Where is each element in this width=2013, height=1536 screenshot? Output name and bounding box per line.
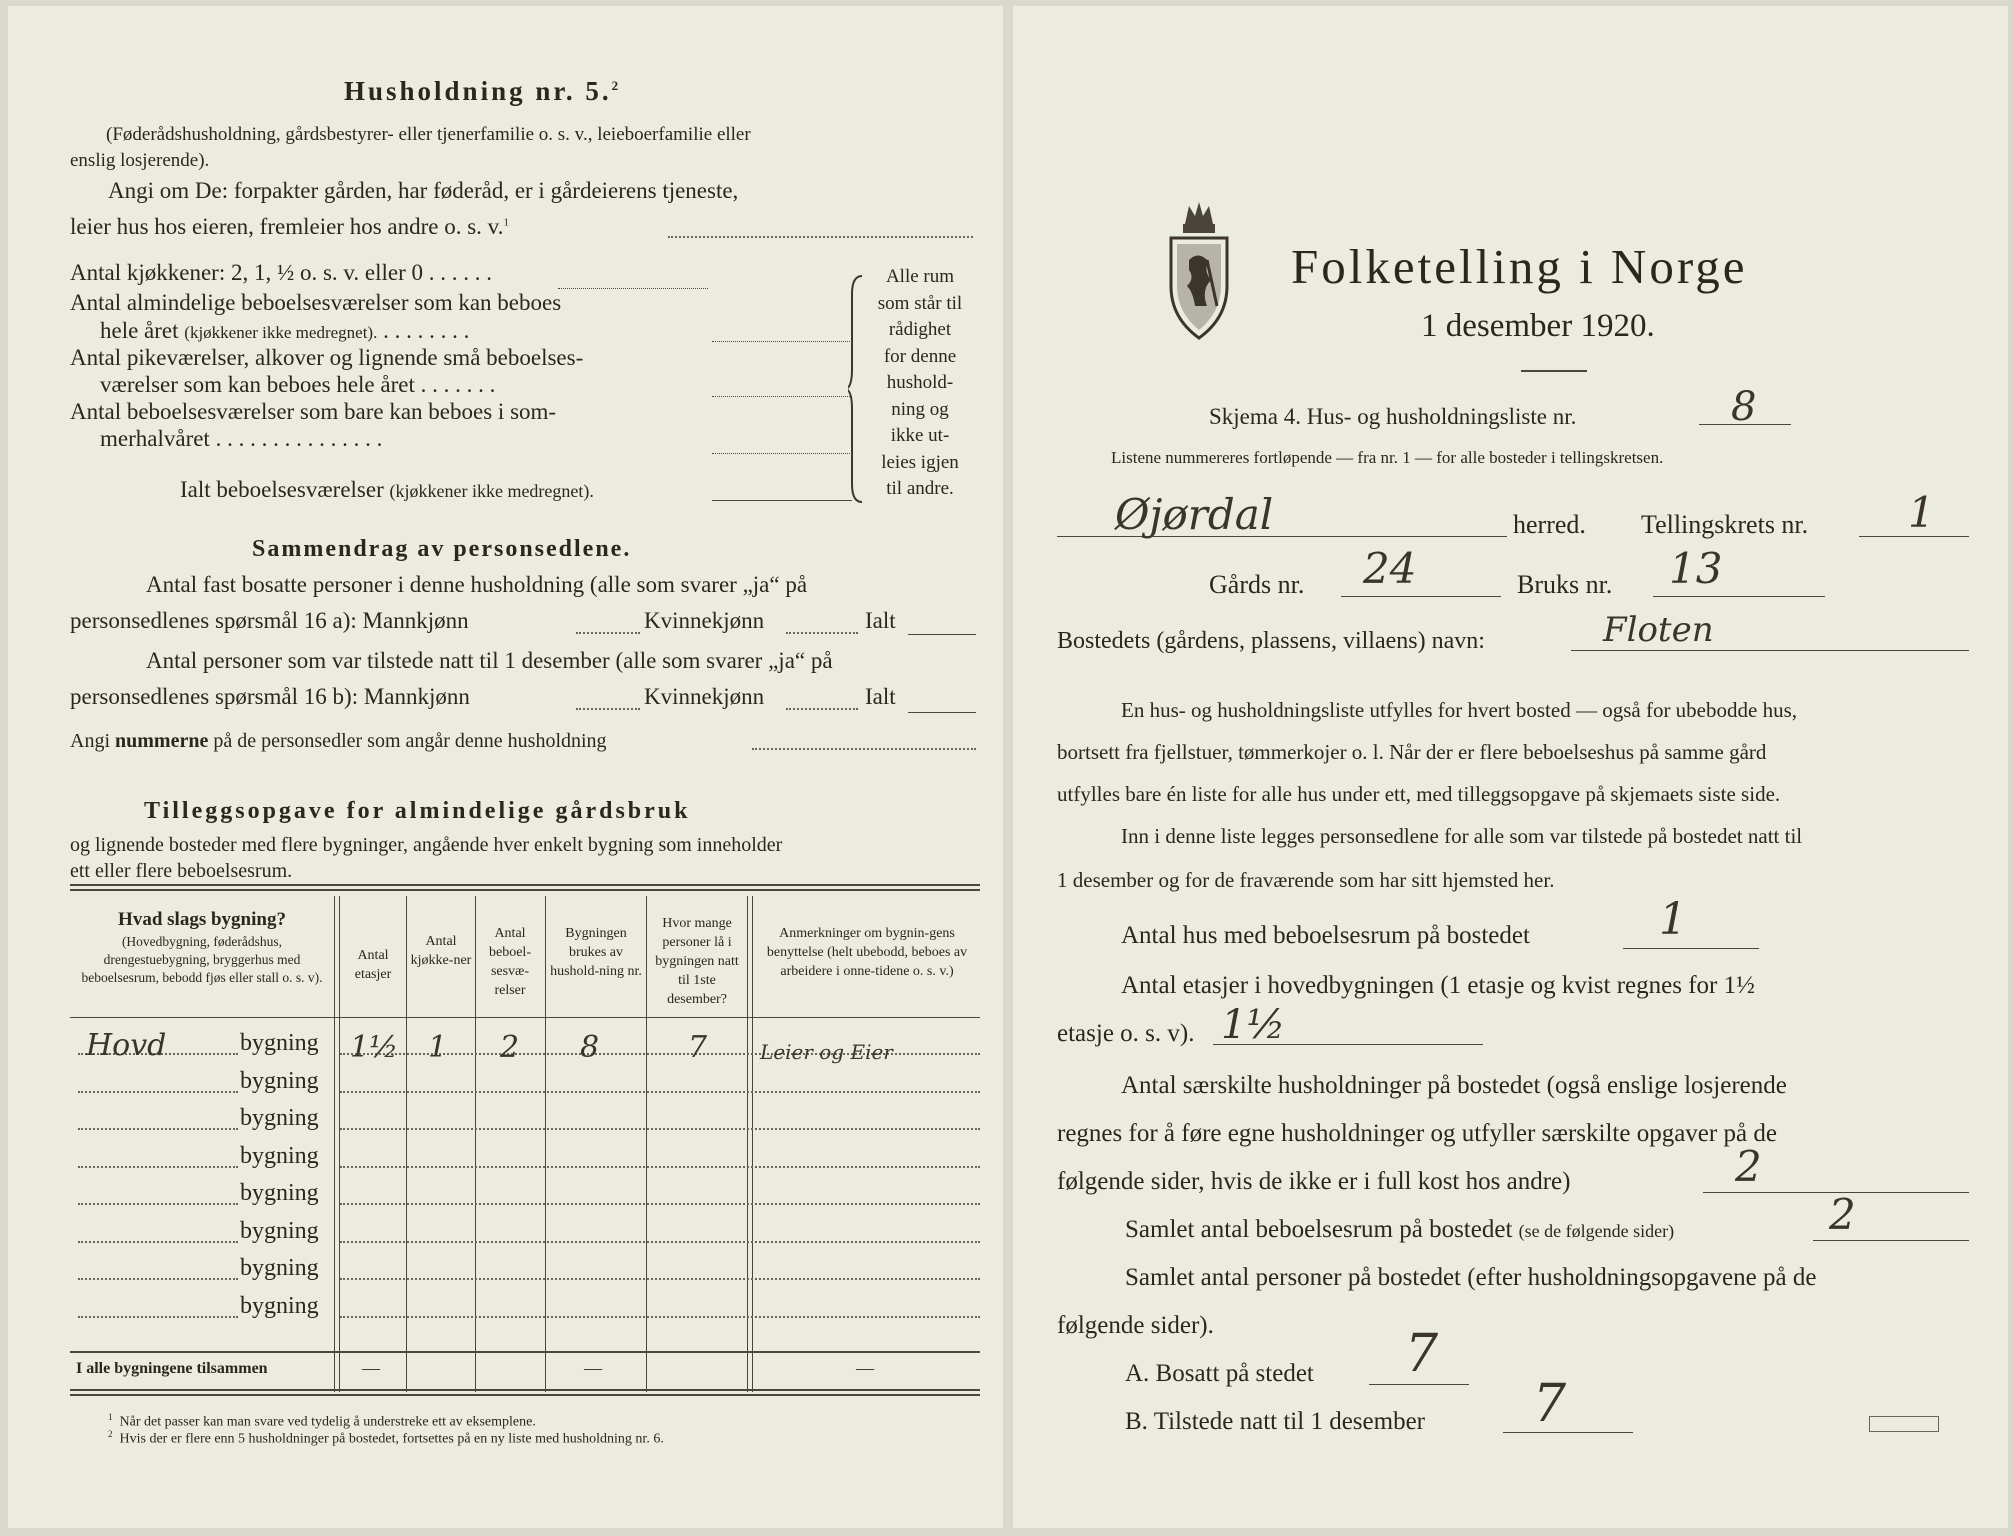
bosted-line bbox=[1571, 650, 1969, 651]
col-divider-6 bbox=[747, 896, 748, 1392]
q-settled: A. Bosatt på stedet bbox=[1125, 1360, 1314, 1387]
row1-household: 8 bbox=[580, 1030, 600, 1065]
left-page bbox=[8, 6, 1003, 1528]
angi-line-1: Angi om De: forpakter gården, har føderåd, er i gårdeierens tjeneste, bbox=[108, 178, 739, 203]
summary2-female-label: Kvinnekjønn bbox=[644, 684, 765, 709]
brace-note-line: for denne bbox=[883, 345, 957, 367]
rooms-maid-1: Antal pikeværelser, alkover og lignende små beboelses- bbox=[70, 345, 584, 370]
row-value-line bbox=[340, 1316, 980, 1318]
row1-floors: 1½ bbox=[350, 1030, 399, 1065]
census-date: 1 desember 1920. bbox=[1421, 308, 1655, 344]
col-building-title: Hvad slags bygning? bbox=[118, 909, 286, 930]
a-floors: 1½ bbox=[1221, 1002, 1286, 1048]
bosted-value: Floten bbox=[1603, 610, 1714, 650]
col-floors: Antal etasjer bbox=[354, 948, 392, 982]
a-settled-line bbox=[1369, 1384, 1469, 1385]
col-divider-4 bbox=[545, 896, 546, 1392]
a-households: 2 bbox=[1735, 1142, 1762, 1191]
row-value-line bbox=[340, 1203, 980, 1205]
bruks-value: 13 bbox=[1669, 544, 1723, 593]
herred-value: Øjørdal bbox=[1115, 490, 1274, 539]
table-total-rule bbox=[70, 1351, 980, 1353]
total-floors-dash: — bbox=[362, 1358, 380, 1378]
bruks-line bbox=[1653, 596, 1825, 597]
row-name-line bbox=[78, 1316, 238, 1318]
summer-answer-line bbox=[712, 453, 852, 454]
col-building-sub: (Hovedbygning, føderådshus, drengestuebygning, bryggerhus med beboelsesrum, bebodd fjøs eller stall o. s. v). bbox=[81, 934, 323, 985]
summary-line-2: personsedlenes spørsmål 16 a): Mannkjønn bbox=[70, 608, 469, 633]
ordinary-answer-line bbox=[712, 341, 852, 342]
row-bygning-label: bygning bbox=[240, 1105, 319, 1131]
herred-label: herred. bbox=[1513, 510, 1586, 539]
footnote-2: $^2$ Hvis der er flere enn 5 husholdninger på bostedet, fortsettes på en ny liste med husholdning nr. 6. bbox=[108, 1429, 664, 1447]
supplement-title: Tilleggsopgave for almindelige gårdsbruk bbox=[144, 798, 691, 824]
q-present: B. Tilstede natt til 1 desember bbox=[1125, 1408, 1425, 1435]
summary-line-4: personsedlenes spørsmål 16 b): Mannkjønn bbox=[70, 684, 470, 709]
row-name-line bbox=[78, 1128, 238, 1130]
total-answer-line bbox=[712, 500, 852, 501]
brace-note-line: til andre. bbox=[886, 478, 954, 499]
q-households-2: regnes for å føre egne husholdninger og utfyller særskilte opgaver på de bbox=[1057, 1120, 1777, 1147]
kitchens-answer-line bbox=[558, 288, 708, 289]
right-page bbox=[1013, 6, 2008, 1528]
gards-line bbox=[1341, 596, 1501, 597]
brace-note-line: leies igjen bbox=[881, 451, 959, 473]
q-floors-2: etasje o. s. v). bbox=[1057, 1020, 1195, 1047]
row-name-line bbox=[78, 1278, 238, 1280]
col-kitchens: Antal kjøkke-ner bbox=[410, 934, 472, 968]
col-divider-1 bbox=[334, 896, 335, 1392]
krets-label: Tellingskrets nr. bbox=[1641, 510, 1809, 539]
summary-male-line bbox=[576, 632, 640, 634]
gards-value: 24 bbox=[1363, 544, 1417, 593]
a-present: 7 bbox=[1533, 1374, 1567, 1434]
q-persons-2: følgende sider). bbox=[1057, 1312, 1214, 1339]
summary-total-line bbox=[908, 634, 976, 635]
angi-answer-line bbox=[668, 236, 973, 238]
brace-note-line: rådighet bbox=[888, 319, 952, 340]
row-bygning-label: bygning bbox=[240, 1142, 319, 1169]
q-households-1: Antal særskilte husholdninger på bostedet (også enslige losjerende bbox=[1121, 1072, 1787, 1099]
row-value-line bbox=[340, 1241, 980, 1243]
summary2-total-line bbox=[908, 712, 976, 713]
brace-note bbox=[866, 264, 974, 503]
q-houses: Antal hus med beboelsesrum på bostedet bbox=[1121, 922, 1530, 949]
schema-nr: 8 bbox=[1731, 384, 1757, 430]
row-name-line bbox=[78, 1241, 238, 1243]
angi-numbers: Angi nummerne på de personsedler som angår denne husholdning bbox=[70, 730, 607, 752]
bosted-label: Bostedets (gårdens, plassens, villaens) navn: bbox=[1057, 628, 1485, 654]
col-used-by: Bygningen brukes av hushold-ning nr. bbox=[550, 926, 642, 979]
rooms-kitchens: Antal kjøkkener: 2, 1, ½ o. s. v. eller 0 . . . . . . bbox=[70, 260, 493, 285]
instruction-2: bortsett fra fjellstuer, tømmerkojer o. l. Når der er flere beboelseshus på samme gård bbox=[1057, 740, 1767, 764]
printer-stamp bbox=[1869, 1416, 1939, 1432]
row-value-line bbox=[340, 1128, 980, 1130]
total-household-dash: — bbox=[584, 1358, 602, 1378]
q-floors-1: Antal etasjer i hovedbygningen (1 etasje og kvist regnes for 1½ bbox=[1121, 972, 1755, 999]
col-divider-5 bbox=[646, 896, 647, 1392]
total-row-label: I alle bygningene tilsammen bbox=[76, 1360, 268, 1377]
supplement-line-2: ett eller flere beboelsesrum. bbox=[70, 860, 293, 882]
table-bottom-rule-2 bbox=[70, 1394, 980, 1396]
krets-value: 1 bbox=[1908, 488, 1935, 537]
maid-answer-line bbox=[712, 396, 852, 397]
household-subtitle-1: (Føderådshusholdning, gårdsbestyrer- eller tjenerfamilie o. s. v., leieboerfamilie eller bbox=[106, 124, 751, 145]
brace-note-line: ikke ut- bbox=[890, 425, 950, 446]
a-present-line bbox=[1503, 1432, 1633, 1433]
col-persons: Hvor mange personer lå i bygningen natt til 1ste desember? bbox=[655, 916, 739, 1007]
row1-kitchens: 1 bbox=[428, 1030, 448, 1065]
summary-line-3: Antal personer som var tilstede natt til 1 desember (alle som svarer „ja“ på bbox=[146, 648, 833, 673]
col-divider-1b bbox=[339, 896, 340, 1392]
row1-remarks: Leier og Eier bbox=[760, 1040, 893, 1064]
table-header-rule bbox=[70, 1017, 980, 1018]
col-divider-2 bbox=[406, 896, 407, 1392]
row-name-line bbox=[78, 1203, 238, 1205]
angi-numbers-line bbox=[752, 748, 976, 750]
brace-note-line: Alle rum bbox=[885, 266, 955, 287]
rooms-ordinary-1: Antal almindelige beboelsesværelser som kan beboes bbox=[70, 290, 562, 315]
summary-line-1: Antal fast bosatte personer i denne husholdning (alle som svarer „ja“ på bbox=[146, 572, 808, 597]
summary2-total-label: Ialt bbox=[865, 684, 896, 709]
instruction-1: En hus- og husholdningsliste utfylles for hvert bosted — også for ubebodde hus, bbox=[1121, 698, 1797, 722]
summary-total-label: Ialt bbox=[865, 608, 896, 633]
rooms-total: Ialt beboelsesværelser (kjøkkener ikke medregnet). bbox=[180, 477, 594, 502]
brace-note-line: hushold- bbox=[886, 372, 954, 393]
brace-note-line: ning og bbox=[891, 398, 949, 420]
rooms-summer-2: merhalvåret . . . . . . . . . . . . . . . bbox=[100, 426, 383, 451]
summary2-male-line bbox=[576, 708, 640, 710]
numbering-note: Listene nummereres fortløpende — fra nr. 1 — for alle bosteder i tellingskretsen. bbox=[1111, 448, 1664, 467]
q-rooms: Samlet antal beboelsesrum på bostedet (se de følgende sider) bbox=[1125, 1216, 1675, 1243]
summary-title: Sammendrag av personsedlene. bbox=[252, 536, 632, 562]
row-bygning-label: bygning bbox=[240, 1217, 319, 1244]
rooms-summer-1: Antal beboelsesværelser som bare kan beboes i som- bbox=[70, 399, 557, 424]
instruction-3: utfylles bare én liste for alle hus under ett, med tilleggsopgave på skjemaets siste side. bbox=[1057, 782, 1781, 806]
row-bygning-label: bygning bbox=[240, 1292, 319, 1319]
rooms-maid-2: værelser som kan beboes hele året . . . . . . . bbox=[100, 372, 496, 397]
gards-label: Gårds nr. bbox=[1209, 570, 1305, 599]
row1-name: Hovd bbox=[86, 1028, 167, 1063]
supplement-line-1: og lignende bosteder med flere bygninger, angående hver enkelt bygning som inneholder bbox=[70, 834, 783, 856]
row1-persons: 7 bbox=[688, 1030, 708, 1065]
row-bygning-label: bygning bbox=[240, 1180, 319, 1206]
col-remarks: Anmerkninger om bygnin-gens benyttelse (helt ubebodd, beboes av arbeidere i onne-tidene o. s. v.) bbox=[766, 926, 968, 979]
col-divider-6b bbox=[752, 896, 753, 1392]
instruction-5: 1 desember og for de fraværende som har sitt hjemsted her. bbox=[1057, 868, 1555, 892]
row1-rooms: 2 bbox=[500, 1030, 520, 1065]
household-subtitle-2: enslig losjerende). bbox=[70, 150, 210, 171]
title-rule bbox=[1521, 370, 1587, 372]
angi-line-2: leier hus hos eieren, fremleier hos andre o. s. v.$^1$ bbox=[70, 214, 509, 239]
bruks-label: Bruks nr. bbox=[1517, 570, 1613, 599]
row-bygning-label: bygning bbox=[240, 1067, 319, 1094]
col-rooms: Antal beboel-sesvæ-relser bbox=[489, 926, 531, 998]
summary-female-line bbox=[786, 632, 858, 634]
table-top-rule-2 bbox=[70, 889, 980, 891]
row-name-line bbox=[78, 1091, 238, 1093]
a-houses-line bbox=[1623, 948, 1759, 949]
total-remarks-dash: — bbox=[856, 1358, 874, 1378]
brace-note-line: som står til bbox=[877, 292, 963, 314]
schema-label: Skjema 4. Hus- og husholdningsliste nr. bbox=[1209, 404, 1577, 429]
a-rooms: 2 bbox=[1829, 1190, 1856, 1239]
row-bygning-label: bygning bbox=[240, 1030, 319, 1056]
census-title: Folketelling i Norge bbox=[1291, 239, 1748, 294]
brace-icon bbox=[848, 274, 868, 504]
rooms-ordinary-2: hele året (kjøkkener ikke medregnet). . . . . . . . . bbox=[100, 318, 470, 343]
row-value-line bbox=[340, 1278, 980, 1280]
row-value-line bbox=[340, 1166, 980, 1168]
row-name-line bbox=[78, 1166, 238, 1168]
col-divider-3 bbox=[475, 896, 476, 1392]
summary2-female-line bbox=[786, 708, 858, 710]
table-bottom-rule-1 bbox=[70, 1389, 980, 1391]
footnote-1: $^1$ Når det passer kan man svare ved tydelig å understreke ett av eksemplene. bbox=[108, 1412, 536, 1430]
instruction-4: Inn i denne liste legges personsedlene for alle som var tilstede på bostedet natt til bbox=[1121, 824, 1803, 848]
a-houses: 1 bbox=[1659, 894, 1687, 945]
row-bygning-label: bygning bbox=[240, 1255, 319, 1281]
row-value-line bbox=[340, 1091, 980, 1093]
a-rooms-line bbox=[1813, 1240, 1969, 1241]
table-top-rule-1 bbox=[70, 884, 980, 886]
q-households-3: følgende sider, hvis de ikke er i full kost hos andre) bbox=[1057, 1168, 1571, 1195]
household-title: Husholdning nr. 5.$^2$ bbox=[344, 76, 622, 106]
summary-female-label: Kvinnekjønn bbox=[644, 608, 765, 633]
a-settled: 7 bbox=[1405, 1324, 1439, 1384]
q-persons-1: Samlet antal personer på bostedet (efter husholdningsopgavene på de bbox=[1125, 1264, 1817, 1291]
norway-coat-of-arms-icon bbox=[1163, 194, 1235, 344]
